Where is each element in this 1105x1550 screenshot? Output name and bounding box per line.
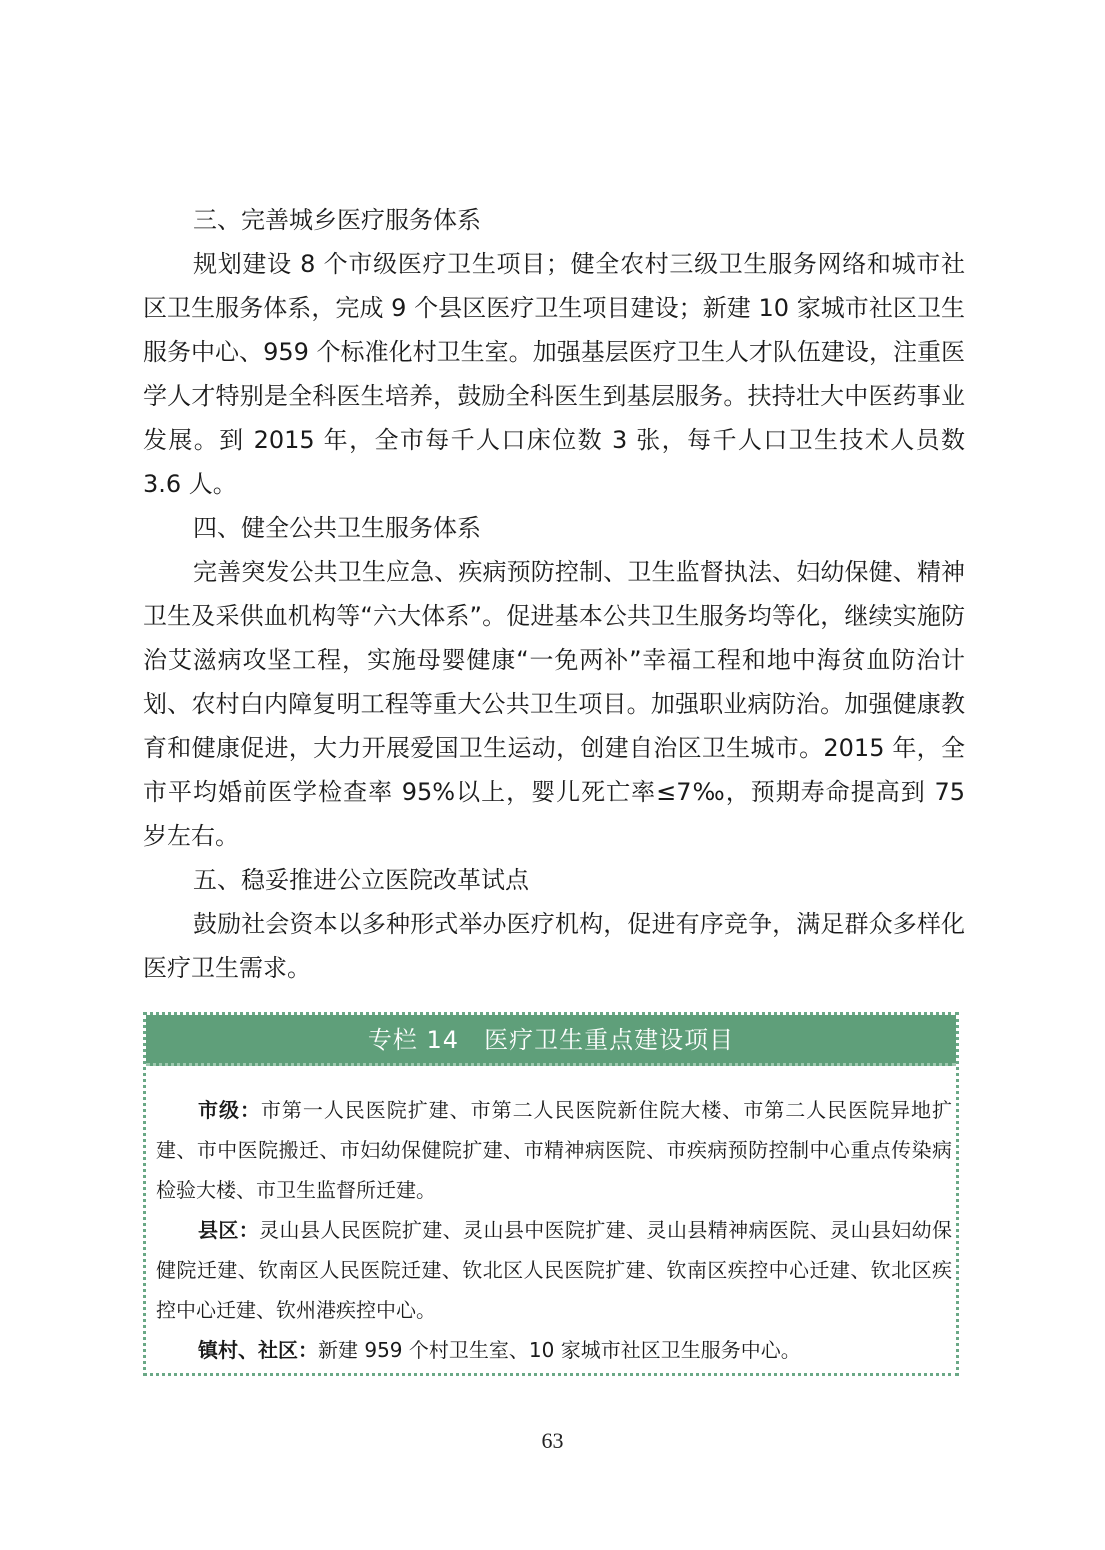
box-item-label: 县区： — [198, 1218, 260, 1242]
box-item-text: 市第一人民医院扩建、市第二人民医院新住院大楼、市第二人民医院异地扩建、市中医院搬迁、市妇幼保健院扩建、市精神病医院、市疾病预防控制中心重点传染病检验大楼、市卫生监督所迁建。 — [156, 1098, 953, 1202]
box-item-text: 新建 959 个村卫生室、10 家城市社区卫生服务中心。 — [318, 1338, 801, 1362]
section-heading-4: 四、健全公共卫生服务体系 — [193, 514, 481, 542]
feature-box — [143, 1012, 959, 1376]
feature-box-body — [156, 1090, 952, 1370]
page-number: 63 — [541, 1428, 564, 1453]
box-item-city — [156, 1090, 952, 1210]
box-item-label: 镇村、社区： — [198, 1338, 318, 1362]
box-item-village — [156, 1330, 952, 1370]
box-item-label: 市级： — [198, 1098, 261, 1122]
section-body-3: 规划建设 8 个市级医疗卫生项目；健全农村三级卫生服务网络和城市社区卫生服务体系，完成 9 个县区医疗卫生项目建设；新建 10 家城市社区卫生服务中心、959 个标准化村卫生室。加强基层医疗卫生人才队伍建设，注重医学人才特别是全科医生培养，鼓励全科医生到基层服务。扶持壮大中医药事业发展。到 2015 年，全市每千人口床位数 3 张，每千人口卫生技术人员数 3.6 人。 — [143, 250, 965, 498]
section-body-5: 鼓励社会资本以多种形式举办医疗机构，促进有序竞争，满足群众多样化医疗卫生需求。 — [143, 910, 965, 982]
section-body-4: 完善突发公共卫生应急、疾病预防控制、卫生监督执法、妇幼保健、精神卫生及采供血机构等“六大体系”。促进基本公共卫生服务均等化，继续实施防治艾滋病攻坚工程，实施母婴健康“一免两补”幸福工程和地中海贫血防治计划、农村白内障复明工程等重大公共卫生项目。加强职业病防治。加强健康教育和健康促进，大力开展爱国卫生运动，创建自治区卫生城市。2015 年，全市平均婚前医学检查率 95%以上，婴儿死亡率≤7‰，预期寿命提高到 75 岁左右。 — [143, 558, 965, 850]
box-item-text: 灵山县人民医院扩建、灵山县中医院扩建、灵山县精神病医院、灵山县妇幼保健院迁建、钦南区人民医院迁建、钦北区人民医院扩建、钦南区疾控中心迁建、钦北区疾控中心迁建、钦州港疾控中心。 — [156, 1218, 953, 1322]
section-heading-3: 三、完善城乡医疗服务体系 — [193, 206, 481, 234]
box-item-county — [156, 1210, 952, 1330]
section-heading-5: 五、稳妥推进公立医院改革试点 — [193, 866, 529, 894]
main-text — [143, 198, 965, 990]
feature-box-title: 专栏 14 医疗卫生重点建设项目 — [146, 1015, 956, 1066]
